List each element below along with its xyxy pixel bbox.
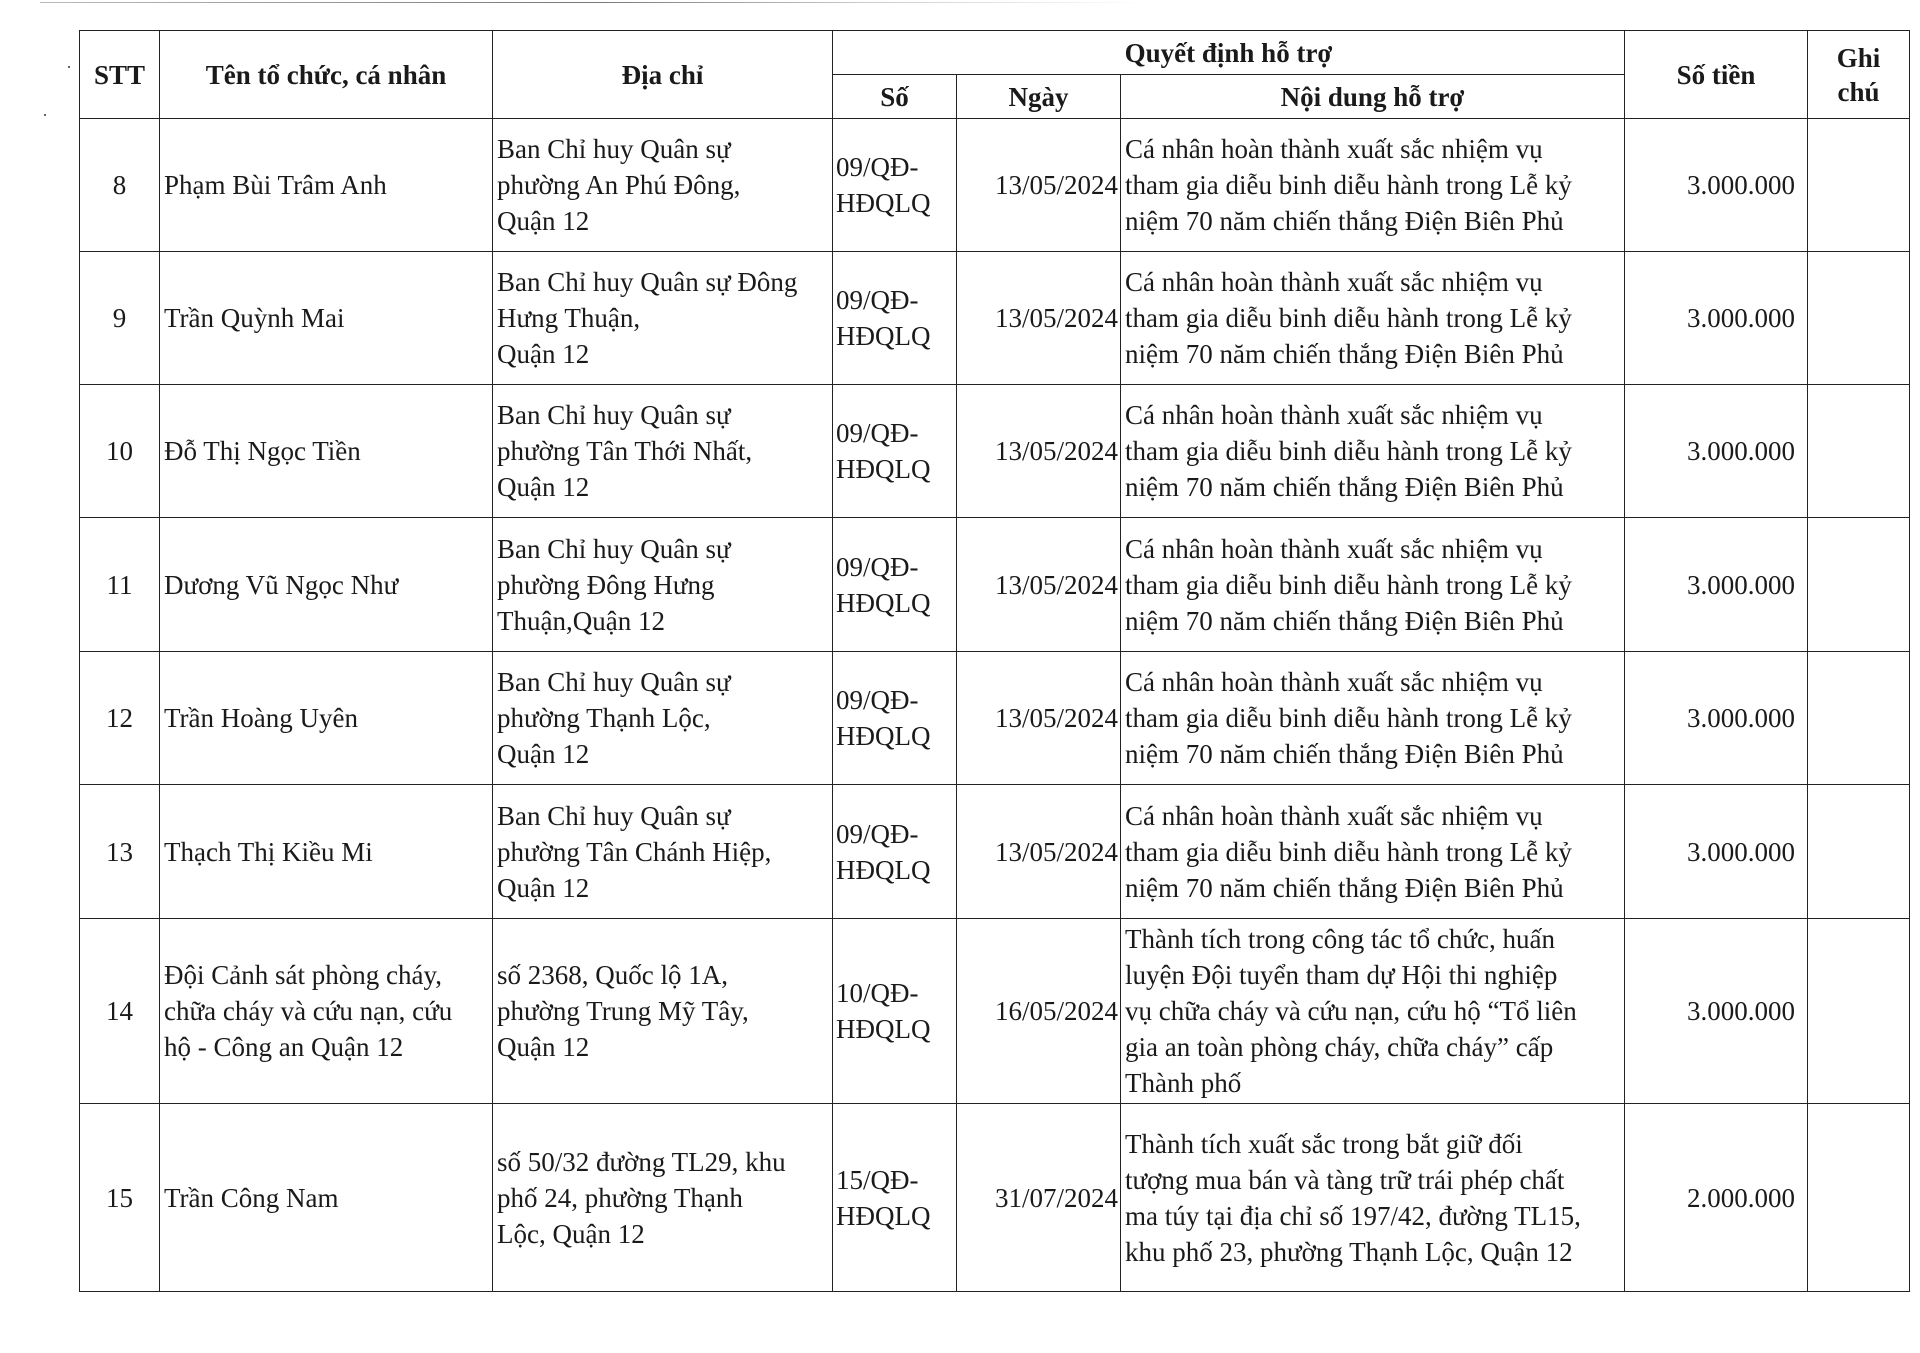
row-decision-no: 09/QĐ- HĐQLQ	[833, 518, 957, 652]
row-decision-date: 13/05/2024	[957, 785, 1121, 919]
row-name: Thạch Thị Kiều Mi	[160, 785, 493, 919]
row-address: Ban Chỉ huy Quân sự phường An Phú Đông, Quận 12	[493, 119, 833, 252]
header-decision-content: Nội dung hỗ trợ	[1121, 75, 1625, 119]
row-decision-date: 16/05/2024	[957, 919, 1121, 1104]
row-name: Đội Cảnh sát phòng cháy, chữa cháy và cứu nạn, cứu hộ - Công an Quận 12	[160, 919, 493, 1104]
row-amount: 3.000.000	[1625, 385, 1808, 518]
scan-speck	[44, 114, 46, 116]
header-address: Địa chỉ	[493, 31, 833, 119]
row-amount: 3.000.000	[1625, 652, 1808, 785]
row-note	[1808, 252, 1910, 385]
row-address: số 2368, Quốc lộ 1A, phường Trung Mỹ Tây, Quận 12	[493, 919, 833, 1104]
header-amount: Số tiền	[1625, 31, 1808, 119]
row-note	[1808, 919, 1910, 1104]
row-decision-no: 09/QĐ- HĐQLQ	[833, 385, 957, 518]
row-note	[1808, 1104, 1910, 1292]
row-address: Ban Chỉ huy Quân sự Đông Hưng Thuận, Quận 12	[493, 252, 833, 385]
row-stt: 11	[80, 518, 160, 652]
row-name: Dương Vũ Ngọc Như	[160, 518, 493, 652]
row-address: Ban Chỉ huy Quân sự phường Thạnh Lộc, Quận 12	[493, 652, 833, 785]
table-row	[80, 652, 1910, 785]
row-name: Trần Quỳnh Mai	[160, 252, 493, 385]
row-decision-no: 09/QĐ- HĐQLQ	[833, 119, 957, 252]
row-decision-date: 13/05/2024	[957, 518, 1121, 652]
row-note	[1808, 785, 1910, 919]
table-row	[80, 518, 1910, 652]
row-name: Trần Hoàng Uyên	[160, 652, 493, 785]
row-stt: 10	[80, 385, 160, 518]
header-decision: Quyết định hỗ trợ	[833, 31, 1625, 75]
row-address: Ban Chỉ huy Quân sự phường Đông Hưng Thuận,Quận 12	[493, 518, 833, 652]
row-stt: 15	[80, 1104, 160, 1292]
row-address: số 50/32 đường TL29, khu phố 24, phường Thạnh Lộc, Quận 12	[493, 1104, 833, 1292]
row-decision-no: 10/QĐ- HĐQLQ	[833, 919, 957, 1104]
header-name: Tên tổ chức, cá nhân	[160, 31, 493, 119]
row-decision-content: Cá nhân hoàn thành xuất sắc nhiệm vụ tham gia diễu binh diễu hành trong Lễ kỷ niệm 70 năm chiến thắng Điện Biên Phủ	[1121, 385, 1625, 518]
table-row	[80, 252, 1910, 385]
support-table	[79, 30, 1910, 1292]
table-row	[80, 119, 1910, 252]
header-stt: STT	[80, 31, 160, 119]
row-amount: 3.000.000	[1625, 119, 1808, 252]
row-name: Phạm Bùi Trâm Anh	[160, 119, 493, 252]
row-stt: 14	[80, 919, 160, 1104]
row-stt: 9	[80, 252, 160, 385]
row-amount: 3.000.000	[1625, 919, 1808, 1104]
table-row	[80, 785, 1910, 919]
row-decision-date: 13/05/2024	[957, 652, 1121, 785]
row-note	[1808, 652, 1910, 785]
row-address: Ban Chỉ huy Quân sự phường Tân Chánh Hiệp, Quận 12	[493, 785, 833, 919]
row-note	[1808, 119, 1910, 252]
header-decision-no: Số	[833, 75, 957, 119]
row-decision-content: Cá nhân hoàn thành xuất sắc nhiệm vụ tham gia diễu binh diễu hành trong Lễ kỷ niệm 70 năm chiến thắng Điện Biên Phủ	[1121, 785, 1625, 919]
row-decision-no: 15/QĐ- HĐQLQ	[833, 1104, 957, 1292]
row-decision-date: 13/05/2024	[957, 252, 1121, 385]
row-decision-no: 09/QĐ- HĐQLQ	[833, 785, 957, 919]
row-amount: 3.000.000	[1625, 785, 1808, 919]
row-decision-date: 31/07/2024	[957, 1104, 1121, 1292]
row-decision-no: 09/QĐ- HĐQLQ	[833, 652, 957, 785]
table-row	[80, 919, 1910, 1104]
row-decision-date: 13/05/2024	[957, 385, 1121, 518]
row-name: Trần Công Nam	[160, 1104, 493, 1292]
row-decision-no: 09/QĐ- HĐQLQ	[833, 252, 957, 385]
row-amount: 3.000.000	[1625, 252, 1808, 385]
row-amount: 2.000.000	[1625, 1104, 1808, 1292]
row-note	[1808, 385, 1910, 518]
header-decision-date: Ngày	[957, 75, 1121, 119]
row-stt: 12	[80, 652, 160, 785]
scan-artifact-line	[40, 2, 1880, 3]
row-decision-content: Cá nhân hoàn thành xuất sắc nhiệm vụ tham gia diễu binh diễu hành trong Lễ kỷ niệm 70 năm chiến thắng Điện Biên Phủ	[1121, 652, 1625, 785]
row-decision-content: Cá nhân hoàn thành xuất sắc nhiệm vụ tham gia diễu binh diễu hành trong Lễ kỷ niệm 70 năm chiến thắng Điện Biên Phủ	[1121, 252, 1625, 385]
row-decision-content: Thành tích trong công tác tổ chức, huấn luyện Đội tuyển tham dự Hội thi nghiệp vụ chữa cháy và cứu nạn, cứu hộ “Tổ liên gia an toàn phòng cháy, chữa cháy” cấp Thành phố	[1121, 919, 1625, 1104]
row-decision-content: Cá nhân hoàn thành xuất sắc nhiệm vụ tham gia diễu binh diễu hành trong Lễ kỷ niệm 70 năm chiến thắng Điện Biên Phủ	[1121, 119, 1625, 252]
scan-speck	[68, 66, 70, 68]
table-row	[80, 385, 1910, 518]
table-row	[80, 1104, 1910, 1292]
row-stt: 8	[80, 119, 160, 252]
row-stt: 13	[80, 785, 160, 919]
row-decision-date: 13/05/2024	[957, 119, 1121, 252]
row-decision-content: Cá nhân hoàn thành xuất sắc nhiệm vụ tham gia diễu binh diễu hành trong Lễ kỷ niệm 70 năm chiến thắng Điện Biên Phủ	[1121, 518, 1625, 652]
row-address: Ban Chỉ huy Quân sự phường Tân Thới Nhất, Quận 12	[493, 385, 833, 518]
row-decision-content: Thành tích xuất sắc trong bắt giữ đối tượng mua bán và tàng trữ trái phép chất ma túy tại địa chỉ số 197/42, đường TL15, khu phố 23, phường Thạnh Lộc, Quận 12	[1121, 1104, 1625, 1292]
row-note	[1808, 518, 1910, 652]
header-note: Ghi chú	[1808, 31, 1910, 119]
table-body	[80, 119, 1910, 1292]
row-amount: 3.000.000	[1625, 518, 1808, 652]
row-name: Đỗ Thị Ngọc Tiền	[160, 385, 493, 518]
